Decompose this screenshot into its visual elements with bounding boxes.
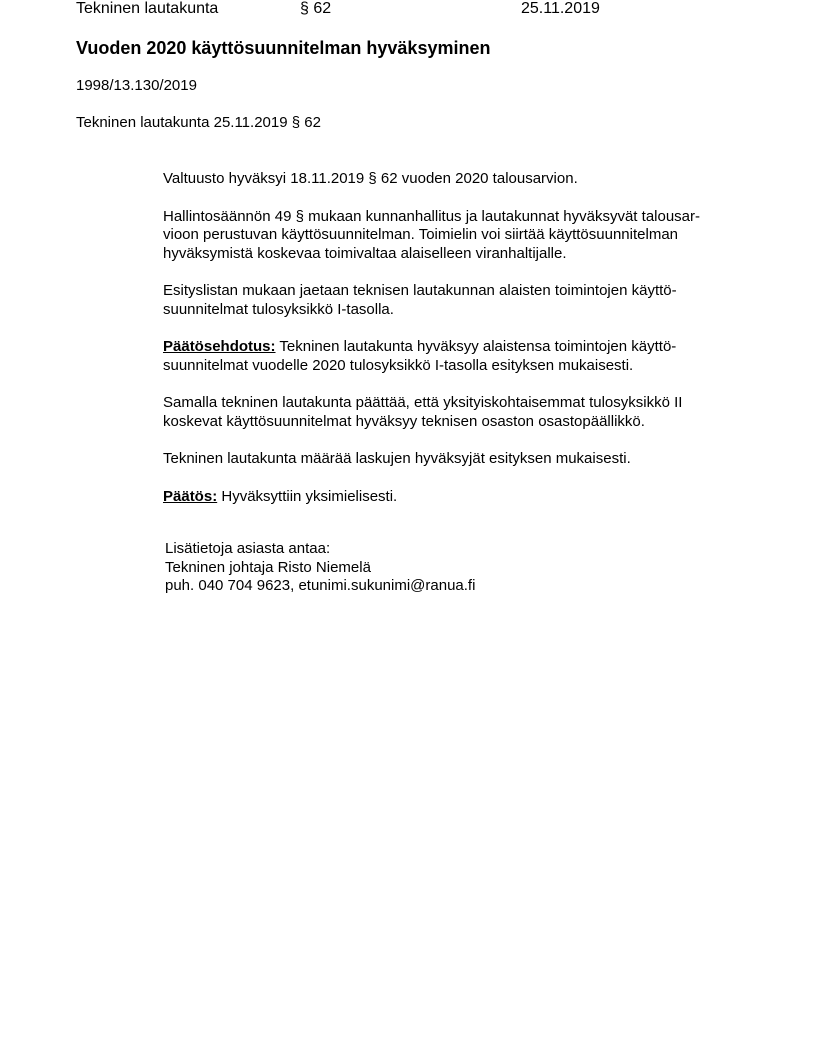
paragraph-line: Hallintosäännön 49 § mukaan kunnanhallitus ja lautakunnat hyväksyvät talousar-	[163, 207, 701, 225]
document-body	[163, 170, 763, 525]
paragraph-text: Valtuusto hyväksyi 18.11.2019 § 62 vuoden 2020 talousarvion.	[163, 170, 578, 187]
paragraph-approvers	[163, 450, 763, 469]
paragraph-line: Samalla tekninen lautakunta päättää, että yksityiskohtaisemmat tulosyksikkö II	[163, 394, 683, 411]
paragraph-line: suunnitelmat vuodelle 2020 tulosyksikkö I-tasolla esityksen mukaisesti.	[163, 356, 634, 374]
paragraph-detailed	[163, 394, 763, 431]
proposal-label: Päätösehdotus:	[163, 338, 276, 355]
paragraph-line: Esityslistan mukaan jaetaan teknisen lautakunnan alaisten toimintojen käyttö-	[163, 282, 677, 299]
header-date: 25.11.2019	[521, 0, 600, 17]
decision-text: Hyväksyttiin yksimielisesti.	[217, 487, 398, 505]
contact-name: Tekninen johtaja Risto Niemelä	[165, 558, 371, 576]
contact-info	[165, 540, 475, 596]
contact-details: puh. 040 704 9623, etunimi.sukunimi@ranua.fi	[165, 577, 476, 594]
paragraph-line: hyväksymistä koskevaa toimivaltaa alaiselleen viranhaltijalle.	[163, 244, 567, 262]
diary-number: 1998/13.130/2019	[76, 77, 197, 94]
paragraph-line: suunnitelmat tulosyksikkö I-tasolla.	[163, 300, 394, 318]
paragraph-line: vioon perustuvan käyttösuunnitelman. Toimielin voi siirtää käyttösuunnitelman	[163, 226, 679, 243]
paragraph-line: Tekninen lautakunta hyväksyy alaistensa toimintojen käyttö-	[275, 338, 677, 355]
contact-line: Lisätietoja asiasta antaa:	[165, 540, 331, 557]
paragraph-proposal	[163, 338, 763, 375]
header-committee: Tekninen lautakunta	[76, 0, 219, 17]
header-section: § 62	[300, 0, 332, 17]
paragraph-agenda	[163, 282, 763, 319]
decision-label: Päätös:	[163, 487, 218, 505]
paragraph-decision	[163, 488, 763, 507]
document-title: Vuoden 2020 käyttösuunnitelman hyväksyminen	[76, 38, 491, 58]
paragraph-budget	[163, 170, 763, 189]
paragraph-text: Tekninen lautakunta määrää laskujen hyväksyjät esityksen mukaisesti.	[163, 450, 631, 467]
meeting-reference: Tekninen lautakunta 25.11.2019 § 62	[76, 114, 321, 131]
paragraph-rules	[163, 208, 763, 264]
paragraph-line: koskevat käyttösuunnitelmat hyväksyy teknisen osaston osastopäällikkö.	[163, 412, 645, 430]
